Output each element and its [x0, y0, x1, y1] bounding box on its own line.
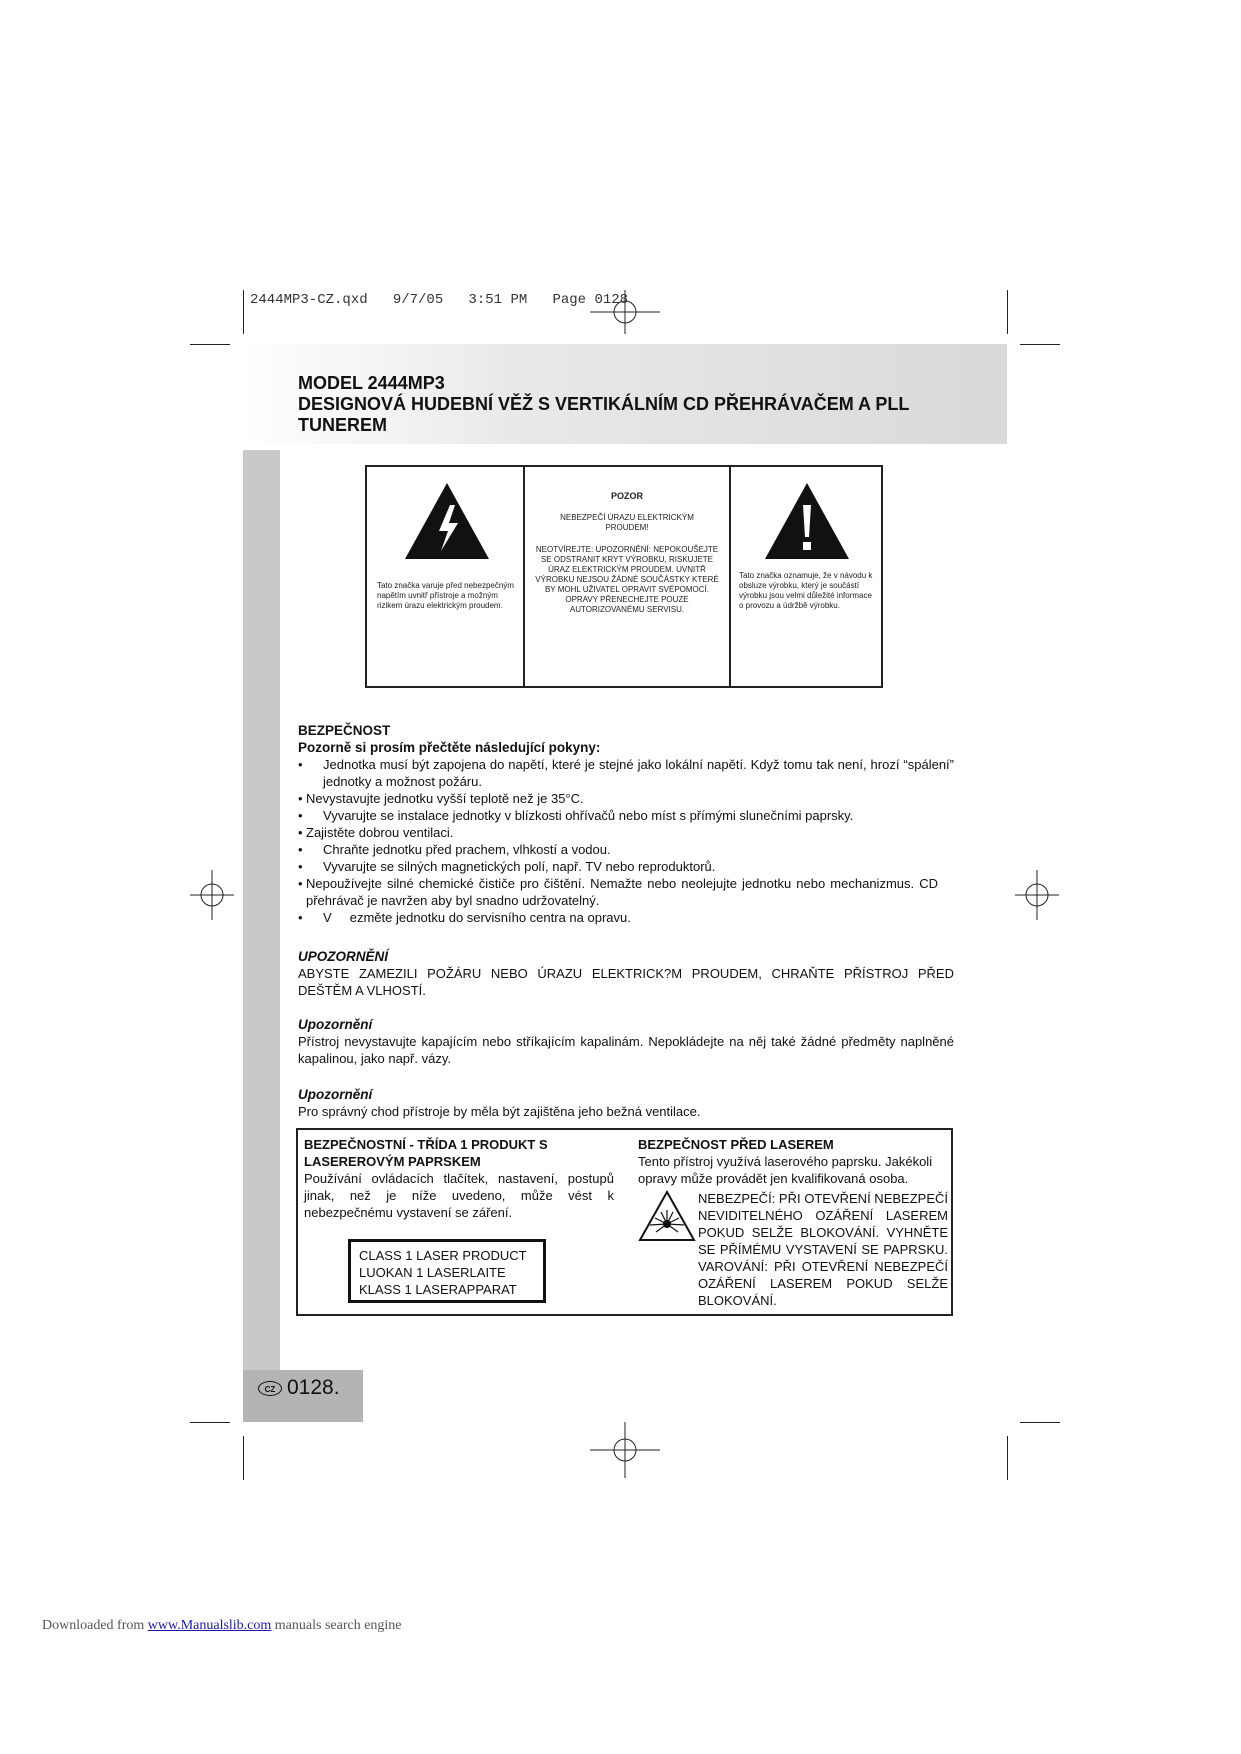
warning-center-p2: NEOTVÍREJTE: UPOZORNĚNÍ: NEPOKOUŠEJTE SE ODSTRANIT KRYT VÝROBKU, RISKUJETE ÚRAZ ELEKTRICKÝM PROUDEM. UVNITŘ VÝROBKU NEJSOU ŽÁDNÉ SOUČÁSTKY KTERÉ BY MOHL UŽIVATEL OPRAVIT SVÉPOMOCÍ. OPRAVY PŘENECHEJTE POUZE AUTORIZOVANÉMU SERVISU. [535, 545, 719, 614]
warning-left-column [367, 467, 525, 686]
caution-text: ABYSTE ZAMEZILI POŽÁRU NEBO ÚRAZU ELEKTRICK?M PROUDEM, CHRAŇTE PŘÍSTROJ PŘED DEŠTĚM A VLHOSTÍ. [298, 966, 954, 998]
registration-mark-left [190, 860, 234, 930]
caution-text: Přístroj nevystavujte kapajícím nebo stříkajícím kapalinám. Nepokládejte na něj také žádné předměty naplněné kapalinou, jako např. vázy. [298, 1034, 954, 1066]
list-item: • Zajistěte dobrou ventilaci. [298, 825, 454, 840]
warning-right-column [731, 467, 883, 686]
caution-heading: Upozornění [298, 1017, 373, 1032]
list-item: • Vyvarujte se instalace jednotky v blízkosti ohřívačů nebo míst s přímými slunečními paprsky. [298, 808, 854, 823]
title-line-2: DESIGNOVÁ HUDEBNÍ VĚŽ S VERTIKÁLNÍM CD PŘEHRÁVAČEM A PLL [298, 394, 910, 414]
list-item: • V ezměte jednotku do servisního centra na opravu. [298, 910, 631, 925]
crop-mark [1007, 1436, 1008, 1480]
caution-heading: UPOZORNĚNÍ [298, 949, 389, 964]
manualslib-link[interactable]: www.Manualslib.com [147, 1618, 272, 1633]
caution-block-2 [298, 1016, 954, 1067]
page-number [258, 1376, 340, 1400]
exclamation-triangle-icon [763, 481, 851, 561]
class-1-label: CLASS 1 LASER PRODUCT LUOKAN 1 LASERLAITE KLASS 1 LASERAPPARAT [348, 1239, 546, 1303]
laser-warning-text: NEBEZPEČÍ: PŘI OTEVŘENÍ NEBEZPEČÍ NEVIDITELNÉHO OZÁŘENÍ LASEREM POKUD SELŽE BLOKOVÁNÍ. VYHNĚTE SE PŘÍMÉMU VYSTAVENÍ SE PAPRSKU. VAROVÁNÍ: PŘI OTEVŘENÍ NEBEZPEČÍ OZÁŘENÍ LASEREM POKUD SELŽE BLOKOVÁNÍ. [698, 1191, 948, 1308]
title-line-3: TUNEREM [298, 415, 387, 435]
left-side-bar [243, 450, 280, 1370]
laser-right-column [638, 1136, 948, 1308]
warning-left-text: Tato značka varuje před nebezpečným napětím uvnitř přístroje a možným rizikem úrazu elektrickým proudem. [377, 581, 514, 610]
page-number-text: 0128. [287, 1376, 340, 1399]
crop-mark [190, 344, 230, 345]
download-footer: Downloaded from www.Manualslib.com manuals search engine [42, 1618, 402, 1633]
caution-block-1 [298, 948, 954, 999]
crop-mark [1007, 290, 1008, 334]
electric-warning-box [365, 465, 883, 688]
laser-right-heading: BEZPEČNOST PŘED LASEREM [638, 1137, 834, 1152]
laser-left-text: Používání ovládacích tlačítek, nastavení, postupů jinak, než je níže uvedeno, může vést k nebezpečnému vystavení se záření. [304, 1171, 614, 1220]
title-model: MODEL 2444MP3 [298, 373, 445, 393]
warning-center-p1: NEBEZPEČÍ ÚRAZU ELEKTRICKÝM PROUDEM! [560, 513, 694, 532]
safety-subheading: Pozorně si prosím přečtěte následující pokyny: [298, 740, 601, 755]
list-item: • Chraňte jednotku před prachem, vlhkostí a vodou. [298, 842, 611, 857]
list-item: • Nevystavujte jednotku vyšší teplotě než je 35°C. [298, 791, 584, 806]
safety-heading: BEZPEČNOST [298, 723, 391, 738]
laser-left-column [304, 1136, 614, 1297]
cz-language-badge: CZ [258, 1381, 282, 1396]
page-title [298, 373, 978, 436]
list-item: • Jednotka musí být zapojena do napětí, které je stejné jako lokální napětí. Když tomu tak není, hrozí “spálení” jednotky a možnost požáru. [298, 757, 954, 789]
warning-right-text: Tato značka oznamuje, že v návodu k obsluze výrobku, který je součástí výrobku jsou velmi důležité informace o provozu a údržbě výrobku. [739, 571, 873, 610]
crop-mark [243, 290, 244, 334]
safety-list [298, 756, 954, 926]
lightning-triangle-icon [403, 481, 491, 561]
laser-right-text: Tento přístroj využívá laserového paprsku. Jakékoli opravy může provádět jen kvalifikovaná osoba. [638, 1154, 933, 1186]
caution-heading: Upozornění [298, 1087, 373, 1102]
warning-center-column [525, 467, 731, 686]
registration-mark-right [1015, 860, 1059, 930]
list-item: • Vyvarujte se silných magnetických polí, např. TV nebo reproduktorů. [298, 859, 716, 874]
laser-safety-box [296, 1128, 953, 1316]
registration-mark-bottom [580, 1422, 670, 1478]
list-item: • Nepoužívejte silné chemické čističe pro čištění. Nemažte nebo neolejujte jednotku nebo mechanizmus. CD přehrávač je navržen aby byl snadno udržovatelný. [298, 876, 938, 908]
crop-mark [243, 1436, 244, 1480]
laser-left-heading: BEZPEČNOSTNÍ - TŘÍDA 1 PRODUKT S LASEREROVÝM PAPRSKEM [304, 1137, 548, 1169]
crop-mark [1020, 1422, 1060, 1423]
crop-mark [190, 1422, 230, 1423]
print-slug: 2444MP3-CZ.qxd 9/7/05 3:51 PM Page 0128 [250, 292, 629, 308]
laser-warning-icon [638, 1190, 696, 1242]
caution-text: Pro správný chod přístroje by měla být zajištěna jeho bežná ventilace. [298, 1104, 701, 1119]
warning-center-title: POZOR [610, 491, 643, 501]
crop-mark [1020, 344, 1060, 345]
caution-block-3 [298, 1086, 954, 1120]
